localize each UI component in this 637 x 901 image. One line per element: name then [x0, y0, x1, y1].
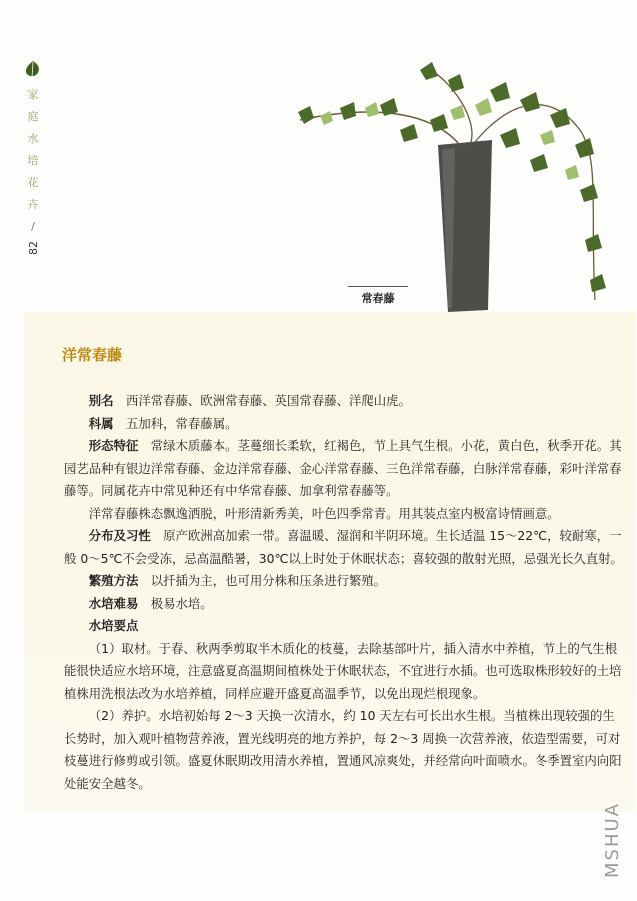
text-morphology: 常绿木质藤本。茎蔓细长柔软，红褐色，节上具气生根。小花，黄白色，秋季开花。其园艺品种有银边洋常春藤、金边洋常春藤、金心洋常春藤、三色洋常春藤，白脉洋常春藤，彩叶洋常春藤等。同属花卉中常见种还有中华常春藤、加拿利常春藤等。	[64, 438, 622, 498]
label-key-points: 水培要点	[88, 618, 139, 633]
paragraph-morphology	[64, 435, 624, 503]
paragraph-propagation	[64, 570, 624, 593]
book-title-char: 家	[27, 88, 39, 101]
paragraph-difficulty	[64, 593, 624, 616]
label-propagation: 繁殖方法	[88, 573, 139, 588]
book-title-char: 花	[27, 176, 39, 189]
text-propagation: 以扦插为主，也可用分株和压条进行繁殖。	[150, 573, 387, 588]
text-family: 五加科，常春藤属。	[125, 415, 238, 431]
label-morphology: 形态特征	[88, 438, 139, 453]
paragraph-care: （2）养护。水培初始每 2～3 天换一次清水，约 10 天左右可长出水生根。当植株出现较强的生长势时，加入观叶植物营养液，置光线明亮的地方养护，每 2～3 周换一次营养液，依造型需要，可对枝蔓进行修剪或引领。盛夏休眠期改用清水养植，置通风凉爽处，并经常向叶面喷水。冬季置室内向阳处能安全越冬。	[64, 708, 622, 791]
book-title-char: 卉	[27, 198, 39, 211]
article-title: 洋常春藤	[62, 346, 123, 364]
leaf-icon	[24, 60, 42, 80]
photo-caption: 常春藤	[348, 286, 408, 306]
watermark-text: MSHUA	[602, 802, 623, 878]
paragraph-alias	[64, 390, 624, 413]
page-number: 82	[26, 241, 40, 255]
paragraph-key-points	[64, 615, 624, 638]
article-body	[64, 390, 624, 795]
label-alias: 别名	[88, 393, 114, 408]
paragraph-appearance: 洋常春藤株态飘逸洒脱，叶形清新秀美，叶色四季常青。用其装点室内极富诗情画意。	[88, 505, 560, 521]
label-distribution: 分布及习性	[88, 528, 151, 543]
book-title-char: 培	[27, 154, 39, 167]
text-distribution: 原产欧洲高加索一带。喜温暖、湿润和半阴环境。生长适温 15～22℃，较耐寒，一般 0～5℃不会受冻，忌高温酷暑，30℃以上时处于休眠状态；喜较强的散射光照，忌强光长久直射。	[64, 528, 623, 566]
text-difficulty: 极易水培。	[150, 595, 213, 611]
text-alias: 西洋常春藤、欧洲常春藤、英国常春藤、洋爬山虎。	[125, 393, 411, 408]
paragraph-material: （1）取材。于春、秋两季剪取半木质化的枝蔓，去除基部叶片，插入清水中养植，节上的气生根能很快适应水培环境，注意盛夏高温期间植株处于休眠状态，不宜进行水插。也可选取株形较好的土培植株用洗根法改为水培养植，同样应避开盛夏高温季节，以免出现烂根现象。	[64, 640, 622, 701]
paragraph-distribution	[64, 525, 624, 570]
ivy-plant-photo	[280, 50, 630, 330]
title-separator: /	[31, 220, 35, 233]
book-title-chars	[22, 86, 44, 255]
label-difficulty: 水培难易	[88, 595, 139, 611]
book-title-char: 水	[27, 132, 39, 145]
book-title-vertical	[22, 60, 44, 255]
label-family: 科属	[88, 415, 114, 431]
book-title-char: 庭	[27, 110, 39, 123]
paragraph-family	[64, 413, 624, 436]
